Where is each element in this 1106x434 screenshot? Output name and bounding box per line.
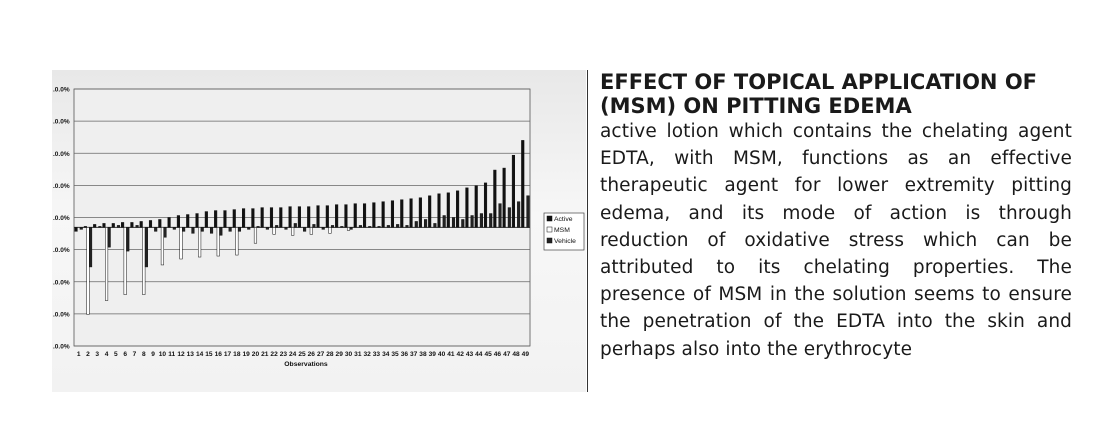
bar-active	[93, 224, 96, 227]
x-tick-label: 11	[168, 351, 176, 358]
x-tick-label: 3	[95, 351, 100, 358]
bar-active	[466, 188, 469, 228]
bar-vehicle	[210, 227, 213, 233]
bar-active	[149, 220, 152, 227]
x-tick-label: 8	[141, 351, 146, 358]
x-tick-label: 12	[177, 351, 185, 358]
bar-vehicle	[303, 227, 306, 231]
x-tick-label: 29	[335, 351, 343, 358]
chart-panel	[52, 70, 586, 392]
slide-body: active lotion which contains the chelating agent EDTA, with MSM, functions as an effective therapeutic agent for lower extremity pitting edema, and its mode of action is through reduction of oxidative stress which can be attributed to its chelating properties. The presence of MSM in the solution seems to ensure the penetration of the EDTA into the skin and perhaps also into the erythrocyte	[600, 121, 1072, 360]
bar-vehicle	[396, 224, 399, 227]
x-tick-label: 6	[123, 351, 128, 358]
bar-vehicle	[378, 226, 381, 227]
bar-active	[447, 193, 450, 228]
bar-active	[512, 155, 515, 227]
bar-active	[382, 202, 385, 228]
bar-vehicle	[182, 227, 185, 231]
x-tick-label: 22	[270, 351, 278, 358]
x-tick-label: 7	[132, 351, 137, 358]
bar-active	[84, 226, 87, 227]
bar-vehicle	[313, 224, 316, 227]
bar-active	[252, 209, 255, 228]
bar-vehicle	[415, 221, 418, 227]
bar-vehicle	[462, 219, 465, 227]
bar-active	[438, 194, 441, 228]
x-tick-label: 36	[400, 351, 409, 358]
x-tick-label: 23	[279, 351, 288, 358]
x-tick-label: 49	[521, 351, 530, 358]
bar-vehicle	[294, 223, 297, 227]
y-tick-label: .0.0%	[53, 343, 70, 351]
x-tick-label: 40	[437, 351, 446, 358]
x-tick-label: 44	[475, 351, 483, 358]
bar-vehicle	[368, 226, 371, 227]
bar-vehicle	[229, 227, 232, 231]
bar-vehicle	[285, 227, 288, 229]
bar-msm	[180, 227, 183, 259]
bar-msm	[254, 227, 257, 243]
bar-vehicle	[341, 226, 344, 227]
y-tick-label: .0.0%	[53, 150, 70, 158]
bar-chart	[52, 70, 586, 392]
bar-vehicle	[99, 226, 102, 227]
x-tick-label: 1	[76, 351, 81, 358]
bar-active	[307, 207, 310, 228]
slide-title: EFFECT OF TOPICAL APPLICATION OF (MSM) ON PITTING EDEMA	[600, 70, 1038, 118]
bar-vehicle	[80, 227, 83, 229]
bar-vehicle	[247, 227, 250, 229]
x-tick-label: 41	[447, 351, 455, 358]
bar-active	[112, 223, 115, 227]
bar-vehicle	[489, 214, 492, 228]
bar-active	[289, 207, 292, 228]
x-tick-label: 24	[289, 351, 297, 358]
bar-vehicle	[350, 227, 353, 229]
bar-active	[391, 201, 394, 228]
x-tick-label: 17	[223, 351, 232, 358]
bar-active	[503, 168, 506, 227]
bar-active	[242, 209, 245, 228]
x-tick-label: 16	[214, 351, 222, 358]
bar-active	[428, 196, 431, 228]
x-tick-label: 38	[419, 351, 427, 358]
x-tick-label: 42	[456, 351, 464, 358]
x-tick-label: 37	[410, 351, 418, 358]
bar-vehicle	[145, 227, 148, 267]
x-tick-label: 28	[326, 351, 334, 358]
bar-active	[456, 191, 459, 228]
x-tick-label: 48	[512, 351, 520, 358]
bar-vehicle	[154, 227, 157, 231]
bar-msm	[329, 227, 332, 233]
x-tick-label: 31	[354, 351, 362, 358]
bar-active	[224, 211, 227, 228]
bar-vehicle	[406, 225, 409, 227]
bar-active	[335, 205, 338, 228]
bar-active	[270, 208, 273, 228]
y-tick-label: .0.0%	[53, 182, 70, 190]
bar-vehicle	[452, 218, 455, 228]
bar-vehicle	[126, 227, 129, 251]
x-tick-label: 15	[205, 351, 213, 358]
bar-vehicle	[517, 202, 520, 228]
bar-active	[410, 199, 413, 228]
bar-msm	[217, 227, 220, 256]
bar-msm	[105, 227, 108, 300]
x-tick-label: 27	[316, 351, 325, 358]
legend-swatch-msm	[547, 227, 552, 232]
bar-msm	[87, 227, 90, 314]
bar-vehicle	[322, 227, 325, 229]
legend-label-vehicle: Vehicle	[554, 238, 576, 245]
x-tick-label: 19	[242, 351, 250, 358]
x-tick-label: 34	[382, 351, 390, 358]
bar-active	[521, 140, 524, 227]
x-tick-label: 26	[307, 351, 315, 358]
bar-vehicle	[275, 225, 278, 227]
bar-active	[261, 208, 264, 228]
bar-active	[75, 227, 78, 231]
y-tick-label: .0.0%	[53, 86, 70, 94]
bar-msm	[161, 227, 164, 265]
bar-active	[186, 215, 189, 228]
x-tick-label: 2	[86, 351, 90, 358]
x-tick-label: 5	[114, 351, 118, 358]
bar-active	[373, 203, 376, 228]
x-axis-label: Observations	[284, 361, 328, 368]
bar-active	[317, 206, 320, 228]
bar-vehicle	[480, 214, 483, 228]
bar-active	[298, 207, 301, 228]
bar-vehicle	[136, 225, 139, 227]
bar-vehicle	[434, 223, 437, 227]
bar-vehicle	[201, 227, 204, 231]
bar-vehicle	[424, 219, 427, 227]
y-tick-label: .0.0%	[53, 118, 70, 126]
x-tick-label: 39	[428, 351, 436, 358]
x-tick-label: 45	[484, 351, 492, 358]
x-tick-label: 35	[391, 351, 399, 358]
bar-vehicle	[117, 225, 120, 227]
y-tick-label: .0.0%	[53, 279, 70, 287]
bar-vehicle	[108, 227, 111, 247]
legend-label-active: Active	[554, 216, 573, 223]
bar-vehicle	[192, 227, 195, 233]
bar-msm	[236, 227, 239, 255]
legend-swatch-active	[547, 216, 552, 221]
divider	[587, 70, 588, 392]
bar-active	[354, 204, 357, 228]
bar-vehicle	[443, 216, 446, 228]
x-tick-label: 21	[261, 351, 269, 358]
bar-vehicle	[508, 208, 511, 228]
bar-msm	[198, 227, 201, 257]
x-tick-label: 32	[363, 351, 371, 358]
x-tick-label: 30	[344, 351, 353, 358]
bar-vehicle	[238, 227, 241, 231]
bar-vehicle	[257, 226, 260, 227]
text-panel	[600, 70, 1072, 363]
bar-active	[475, 186, 478, 228]
bar-active	[103, 223, 106, 227]
bar-active	[279, 208, 282, 228]
bar-active	[326, 206, 329, 228]
bar-vehicle	[359, 225, 362, 227]
bar-active	[131, 222, 134, 227]
bar-vehicle	[89, 227, 92, 267]
bar-active	[494, 170, 497, 227]
bar-active	[121, 222, 124, 227]
bar-vehicle	[387, 225, 390, 227]
x-tick-label: 4	[104, 351, 109, 358]
bar-msm	[273, 227, 276, 234]
bar-vehicle	[220, 227, 223, 235]
bar-active	[345, 205, 348, 228]
bar-active	[363, 204, 366, 228]
bar-active	[205, 212, 208, 228]
bar-msm	[291, 227, 294, 235]
bar-msm	[124, 227, 127, 294]
x-tick-label: 13	[186, 351, 194, 358]
bar-active	[177, 216, 180, 228]
bar-msm	[347, 227, 350, 230]
bar-msm	[310, 227, 313, 234]
legend-swatch-vehicle	[547, 238, 552, 243]
bar-active	[159, 219, 162, 227]
bar-vehicle	[173, 227, 176, 229]
bar-active	[400, 200, 403, 228]
x-tick-label: 33	[372, 351, 381, 358]
bar-vehicle	[471, 216, 474, 228]
y-tick-label: .0.0%	[53, 215, 70, 222]
bar-active	[233, 210, 236, 228]
bar-active	[140, 221, 143, 227]
bar-vehicle	[527, 196, 530, 228]
x-tick-label: 25	[298, 351, 306, 358]
bar-active	[196, 214, 199, 228]
y-tick-label: .0.0%	[53, 311, 70, 319]
legend-label-msm: MSM	[554, 227, 570, 234]
x-tick-label: 43	[465, 351, 474, 358]
x-tick-label: 20	[251, 351, 260, 358]
x-tick-label: 47	[503, 351, 511, 358]
bar-vehicle	[331, 225, 334, 227]
bar-vehicle	[266, 227, 269, 229]
bar-active	[419, 198, 422, 228]
bar-vehicle	[499, 204, 502, 228]
x-tick-label: 18	[233, 351, 241, 358]
x-tick-label: 10	[158, 351, 167, 358]
bar-active	[168, 218, 171, 228]
bar-active	[484, 183, 487, 227]
y-tick-label: .0.0%	[53, 247, 70, 255]
bar-active	[214, 211, 217, 228]
bar-msm	[142, 227, 145, 294]
bar-vehicle	[164, 227, 167, 237]
x-tick-label: 9	[151, 351, 155, 358]
x-tick-label: 14	[195, 351, 204, 358]
x-tick-label: 46	[493, 351, 502, 358]
